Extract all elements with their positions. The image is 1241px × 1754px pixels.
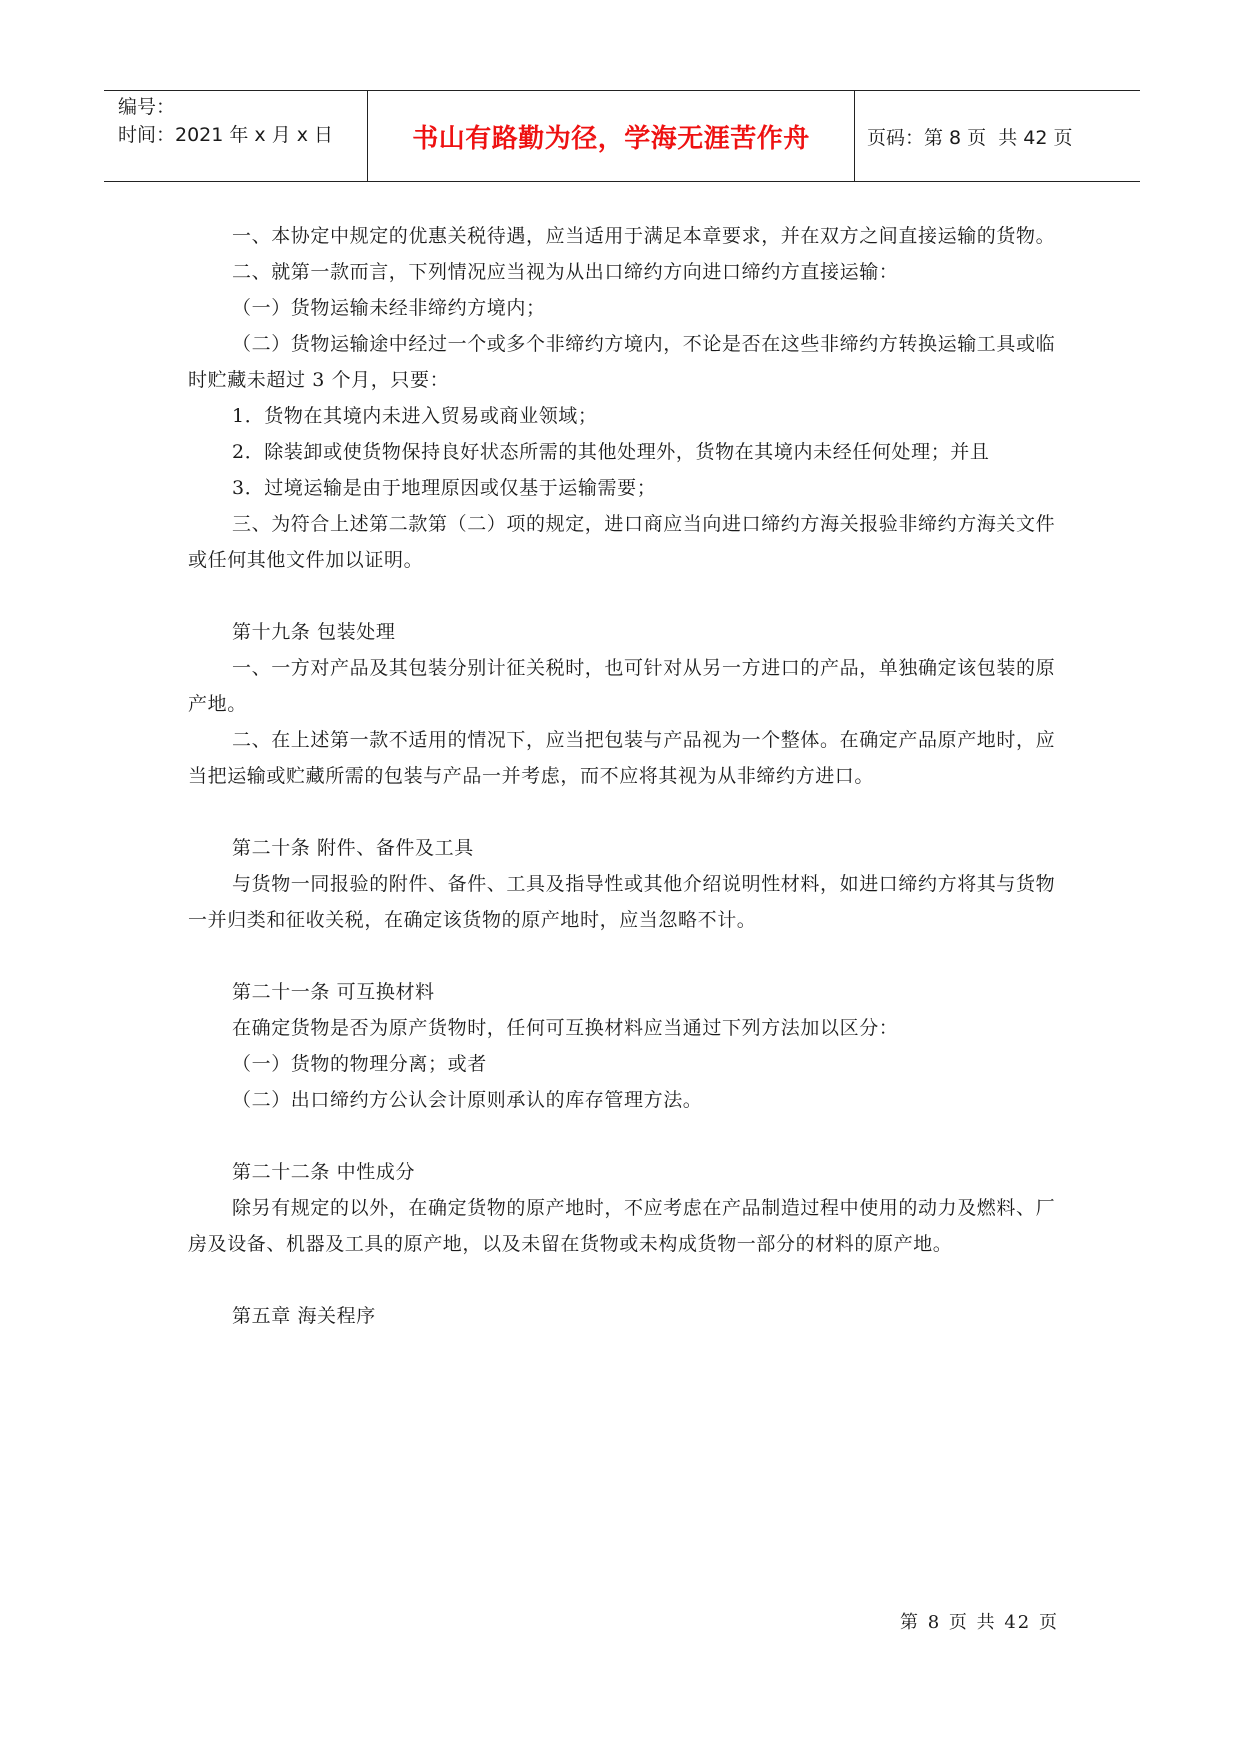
paragraph: （一）货物运输未经非缔约方境内； bbox=[232, 297, 546, 319]
section-spacer bbox=[188, 578, 1058, 614]
header-meta bbox=[104, 91, 368, 181]
article-heading: 第十九条 包装处理 bbox=[232, 621, 396, 643]
paragraph: 一、本协定中规定的优惠关税待遇，应当适用于满足本章要求，并在双方之间直接运输的货物。 bbox=[232, 225, 1056, 247]
article-heading: 第二十条 附件、备件及工具 bbox=[232, 837, 474, 859]
paragraph: （一）货物的物理分离；或者 bbox=[232, 1053, 487, 1075]
page-header bbox=[104, 90, 1140, 182]
paragraph: 1．货物在其境内未进入贸易或商业领域； bbox=[232, 405, 598, 427]
chapter-heading: 第五章 海关程序 bbox=[232, 1305, 376, 1327]
paragraph: 除另有规定的以外，在确定货物的原产地时，不应考虑在产品制造过程中使用的动力及燃料、厂房及设备、机器及工具的原产地，以及未留在货物或未构成货物一部分的材料的原产地。 bbox=[188, 1197, 1056, 1255]
paragraph: 在确定货物是否为原产货物时，任何可互换材料应当通过下列方法加以区分： bbox=[232, 1017, 899, 1039]
paragraph: 2．除装卸或使货物保持良好状态所需的其他处理外，货物在其境内未经任何处理；并且 bbox=[232, 441, 990, 463]
paragraph: （二）出口缔约方公认会计原则承认的库存管理方法。 bbox=[232, 1089, 703, 1111]
section-spacer bbox=[188, 1118, 1058, 1154]
paragraph: 一、一方对产品及其包装分别计征关税时，也可针对从另一方进口的产品，单独确定该包装的原产地。 bbox=[188, 657, 1056, 715]
article-heading: 第二十一条 可互换材料 bbox=[232, 981, 435, 1003]
document-time: 时间：2021 年 x 月 x 日 bbox=[118, 124, 334, 146]
document-body bbox=[188, 218, 1058, 1334]
paragraph: 二、在上述第一款不适用的情况下，应当把包装与产品视为一个整体。在确定产品原产地时，应当把运输或贮藏所需的包装与产品一并考虑，而不应将其视为从非缔约方进口。 bbox=[188, 729, 1056, 787]
page-footer: 第 8 页 共 42 页 bbox=[900, 1612, 1059, 1633]
paragraph: （二）货物运输途中经过一个或多个非缔约方境内，不论是否在这些非缔约方转换运输工具或临时贮藏未超过 3 个月，只要： bbox=[188, 333, 1056, 391]
paragraph: 3．过境运输是由于地理原因或仅基于运输需要； bbox=[232, 477, 657, 499]
header-page-info bbox=[855, 91, 1140, 181]
paragraph: 与货物一同报验的附件、备件、工具及指导性或其他介绍说明性材料，如进口缔约方将其与货物一并归类和征收关税，在确定该货物的原产地时，应当忽略不计。 bbox=[188, 873, 1056, 931]
article-heading: 第二十二条 中性成分 bbox=[232, 1161, 416, 1183]
section-spacer bbox=[188, 1262, 1058, 1298]
section-spacer bbox=[188, 938, 1058, 974]
header-page-label: 页码：第 8 页 共 42 页 bbox=[867, 126, 1073, 149]
paragraph: 三、为符合上述第二款第（二）项的规定，进口商应当向进口缔约方海关报验非缔约方海关文件或任何其他文件加以证明。 bbox=[188, 513, 1056, 571]
paragraph: 二、就第一款而言，下列情况应当视为从出口缔约方向进口缔约方直接运输： bbox=[232, 261, 899, 283]
section-spacer bbox=[188, 794, 1058, 830]
document-number-label: 编号： bbox=[118, 96, 176, 118]
header-motto: 书山有路勤为径，学海无涯苦作舟 bbox=[368, 91, 855, 181]
